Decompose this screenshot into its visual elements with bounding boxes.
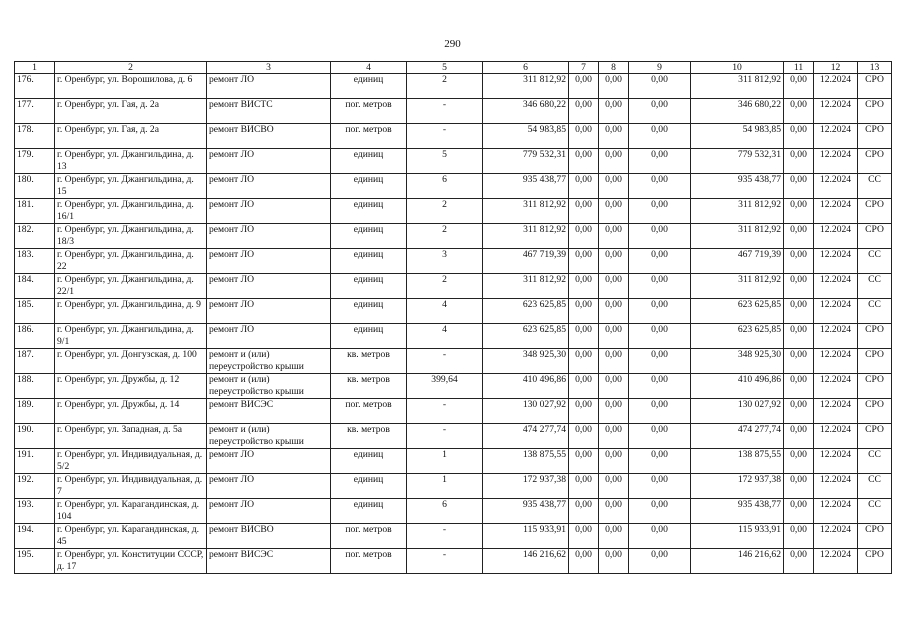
table-cell: 311 812,92 bbox=[483, 224, 569, 249]
table-cell: 0,00 bbox=[599, 224, 629, 249]
table-cell: ремонт ВИСЭС bbox=[207, 399, 331, 424]
table-cell: 0,00 bbox=[599, 74, 629, 99]
table-cell: г. Оренбург, ул. Индивидуальная, д. 7 bbox=[55, 474, 207, 499]
column-header: 11 bbox=[784, 62, 814, 74]
column-number-row bbox=[15, 62, 892, 74]
table-row bbox=[15, 99, 892, 124]
table-cell: - bbox=[407, 399, 483, 424]
table-cell: ремонт ЛО bbox=[207, 74, 331, 99]
table-cell: 623 625,85 bbox=[691, 299, 784, 324]
table-cell: кв. метров bbox=[331, 424, 407, 449]
table-cell: 0,00 bbox=[599, 424, 629, 449]
table-cell: пог. метров bbox=[331, 549, 407, 574]
table-cell: г. Оренбург, ул. Донгузская, д. 100 bbox=[55, 349, 207, 374]
table-row bbox=[15, 349, 892, 374]
table-cell: ремонт и (или) переустройство крыши bbox=[207, 424, 331, 449]
table-cell: 54 983,85 bbox=[483, 124, 569, 149]
column-header: 1 bbox=[15, 62, 55, 74]
table-cell: 182. bbox=[15, 224, 55, 249]
table-cell: 311 812,92 bbox=[483, 74, 569, 99]
table-cell: 0,00 bbox=[784, 224, 814, 249]
table-cell: 0,00 bbox=[569, 99, 599, 124]
table-cell: 12.2024 bbox=[814, 524, 858, 549]
table-cell: 311 812,92 bbox=[483, 199, 569, 224]
table-cell: СС bbox=[858, 499, 892, 524]
table-cell: единиц bbox=[331, 224, 407, 249]
table-cell: 467 719,39 bbox=[483, 249, 569, 274]
table-cell: 0,00 bbox=[599, 474, 629, 499]
column-header: 6 bbox=[483, 62, 569, 74]
table-cell: СРО bbox=[858, 349, 892, 374]
table-cell: 0,00 bbox=[784, 349, 814, 374]
table-cell: 12.2024 bbox=[814, 224, 858, 249]
table-cell: 1 bbox=[407, 474, 483, 499]
table-cell: 0,00 bbox=[569, 399, 599, 424]
table-cell: 193. bbox=[15, 499, 55, 524]
table-cell: 12.2024 bbox=[814, 499, 858, 524]
table-cell: ремонт ЛО bbox=[207, 474, 331, 499]
table-cell: 0,00 bbox=[599, 99, 629, 124]
table-cell: СРО bbox=[858, 124, 892, 149]
table-row bbox=[15, 299, 892, 324]
table-cell: 0,00 bbox=[569, 524, 599, 549]
table-row bbox=[15, 324, 892, 349]
table-cell: 0,00 bbox=[569, 424, 599, 449]
table-row bbox=[15, 74, 892, 99]
table-cell: единиц bbox=[331, 74, 407, 99]
table-cell: 177. bbox=[15, 99, 55, 124]
column-header: 9 bbox=[629, 62, 691, 74]
table-cell: СС bbox=[858, 274, 892, 299]
table-cell: 935 438,77 bbox=[691, 174, 784, 199]
table-cell: 0,00 bbox=[569, 174, 599, 199]
table-cell: г. Оренбург, ул. Джангильдина, д. 22 bbox=[55, 249, 207, 274]
table-cell: ремонт ЛО bbox=[207, 174, 331, 199]
table-cell: ремонт ЛО bbox=[207, 149, 331, 174]
table-cell: кв. метров bbox=[331, 349, 407, 374]
table-cell: г. Оренбург, ул. Гая, д. 2а bbox=[55, 124, 207, 149]
table-row bbox=[15, 274, 892, 299]
table-cell: - bbox=[407, 524, 483, 549]
page-number: 290 bbox=[444, 38, 461, 50]
table-cell: 183. bbox=[15, 249, 55, 274]
table-cell: 0,00 bbox=[569, 249, 599, 274]
table-cell: СС bbox=[858, 474, 892, 499]
table-cell: СРО bbox=[858, 524, 892, 549]
table-cell: 12.2024 bbox=[814, 274, 858, 299]
table-cell: 185. bbox=[15, 299, 55, 324]
table-cell: 0,00 bbox=[784, 399, 814, 424]
table-cell: 0,00 bbox=[629, 499, 691, 524]
table-cell: 190. bbox=[15, 424, 55, 449]
table-cell: 0,00 bbox=[599, 249, 629, 274]
table-cell: 0,00 bbox=[629, 374, 691, 399]
table-cell: 12.2024 bbox=[814, 99, 858, 124]
table-cell: единиц bbox=[331, 474, 407, 499]
table-cell: ремонт и (или) переустройство крыши bbox=[207, 349, 331, 374]
table-cell: 0,00 bbox=[784, 474, 814, 499]
table-cell: СРО bbox=[858, 399, 892, 424]
table-cell: 0,00 bbox=[629, 424, 691, 449]
table-cell: 0,00 bbox=[784, 174, 814, 199]
column-header: 5 bbox=[407, 62, 483, 74]
table-cell: ремонт ВИСВО bbox=[207, 124, 331, 149]
table-cell: 176. bbox=[15, 74, 55, 99]
table-cell: 12.2024 bbox=[814, 199, 858, 224]
table-cell: 189. bbox=[15, 399, 55, 424]
table-cell: 0,00 bbox=[569, 224, 599, 249]
table-cell: 2 bbox=[407, 274, 483, 299]
table-cell: 192. bbox=[15, 474, 55, 499]
table-cell: 0,00 bbox=[569, 274, 599, 299]
table-cell: 138 875,55 bbox=[691, 449, 784, 474]
table-cell: 0,00 bbox=[569, 124, 599, 149]
table-cell: единиц bbox=[331, 274, 407, 299]
table-cell: 0,00 bbox=[629, 99, 691, 124]
table-cell: 0,00 bbox=[569, 449, 599, 474]
table-cell: 0,00 bbox=[569, 499, 599, 524]
table-cell: г. Оренбург, ул. Гая, д. 2а bbox=[55, 99, 207, 124]
table-cell: 12.2024 bbox=[814, 324, 858, 349]
table-row bbox=[15, 474, 892, 499]
table-cell: 0,00 bbox=[784, 274, 814, 299]
table-cell: ремонт ЛО bbox=[207, 499, 331, 524]
table-cell: 0,00 bbox=[599, 374, 629, 399]
table-cell: 623 625,85 bbox=[483, 324, 569, 349]
table-cell: 0,00 bbox=[569, 349, 599, 374]
table-cell: 0,00 bbox=[784, 149, 814, 174]
table-cell: пог. метров bbox=[331, 99, 407, 124]
table-cell: 0,00 bbox=[629, 549, 691, 574]
table-cell: единиц bbox=[331, 324, 407, 349]
table-row bbox=[15, 149, 892, 174]
table-row bbox=[15, 524, 892, 549]
table-cell: 12.2024 bbox=[814, 149, 858, 174]
table-cell: 0,00 bbox=[784, 549, 814, 574]
table-cell: - bbox=[407, 549, 483, 574]
table-cell: СРО bbox=[858, 424, 892, 449]
table-cell: 12.2024 bbox=[814, 399, 858, 424]
table-cell: 130 027,92 bbox=[483, 399, 569, 424]
table-cell: 0,00 bbox=[569, 474, 599, 499]
table-cell: 311 812,92 bbox=[691, 199, 784, 224]
table-row bbox=[15, 199, 892, 224]
table-cell: 0,00 bbox=[569, 299, 599, 324]
table-cell: 346 680,22 bbox=[483, 99, 569, 124]
table-cell: 2 bbox=[407, 224, 483, 249]
table-cell: СС bbox=[858, 449, 892, 474]
table-cell: 12.2024 bbox=[814, 174, 858, 199]
table-cell: 0,00 bbox=[629, 399, 691, 424]
table-cell: 0,00 bbox=[629, 274, 691, 299]
column-header: 2 bbox=[55, 62, 207, 74]
table-cell: 2 bbox=[407, 74, 483, 99]
table-cell: 115 933,91 bbox=[483, 524, 569, 549]
table-cell: СС bbox=[858, 174, 892, 199]
table-cell: 0,00 bbox=[599, 199, 629, 224]
table-cell: 0,00 bbox=[629, 474, 691, 499]
table-row bbox=[15, 549, 892, 574]
table-cell: 1 bbox=[407, 449, 483, 474]
table-cell: 0,00 bbox=[599, 349, 629, 374]
table-cell: 12.2024 bbox=[814, 349, 858, 374]
table-cell: 146 216,62 bbox=[483, 549, 569, 574]
table-cell: 3 bbox=[407, 249, 483, 274]
column-header: 10 bbox=[691, 62, 784, 74]
table-cell: 779 532,31 bbox=[691, 149, 784, 174]
table-cell: СРО bbox=[858, 199, 892, 224]
table-cell: единиц bbox=[331, 299, 407, 324]
table-cell: 130 027,92 bbox=[691, 399, 784, 424]
table-cell: 0,00 bbox=[569, 149, 599, 174]
table-cell: г. Оренбург, ул. Ворошилова, д. 6 bbox=[55, 74, 207, 99]
table-cell: 348 925,30 bbox=[483, 349, 569, 374]
table-cell: СРО bbox=[858, 374, 892, 399]
table-cell: 346 680,22 bbox=[691, 99, 784, 124]
table-cell: - bbox=[407, 99, 483, 124]
table-cell: 0,00 bbox=[629, 74, 691, 99]
table-cell: г. Оренбург, ул. Западная, д. 5а bbox=[55, 424, 207, 449]
table-cell: 187. bbox=[15, 349, 55, 374]
column-header: 4 bbox=[331, 62, 407, 74]
table-cell: пог. метров bbox=[331, 399, 407, 424]
table-cell: 0,00 bbox=[784, 374, 814, 399]
table-cell: ремонт ЛО bbox=[207, 324, 331, 349]
table-cell: 0,00 bbox=[784, 199, 814, 224]
table-cell: 779 532,31 bbox=[483, 149, 569, 174]
table-cell: г. Оренбург, ул. Дружбы, д. 12 bbox=[55, 374, 207, 399]
table-cell: г. Оренбург, ул. Индивидуальная, д. 5/2 bbox=[55, 449, 207, 474]
table-cell: 0,00 bbox=[629, 349, 691, 374]
table-cell: 184. bbox=[15, 274, 55, 299]
table-cell: 0,00 bbox=[599, 299, 629, 324]
table-cell: 410 496,86 bbox=[483, 374, 569, 399]
table-cell: 0,00 bbox=[629, 524, 691, 549]
table-cell: ремонт ЛО bbox=[207, 449, 331, 474]
table-cell: 311 812,92 bbox=[483, 274, 569, 299]
table-cell: 467 719,39 bbox=[691, 249, 784, 274]
table-cell: г. Оренбург, ул. Карагандинская, д. 104 bbox=[55, 499, 207, 524]
table-cell: СРО bbox=[858, 74, 892, 99]
table-cell: 0,00 bbox=[569, 324, 599, 349]
table-cell: 0,00 bbox=[599, 549, 629, 574]
table-cell: 0,00 bbox=[784, 249, 814, 274]
column-header: 3 bbox=[207, 62, 331, 74]
repair-table bbox=[14, 61, 892, 574]
table-cell: 0,00 bbox=[629, 174, 691, 199]
table-cell: 623 625,85 bbox=[691, 324, 784, 349]
table-cell: СС bbox=[858, 249, 892, 274]
table-cell: 12.2024 bbox=[814, 74, 858, 99]
table-cell: пог. метров bbox=[331, 524, 407, 549]
table-cell: ремонт ВИСВО bbox=[207, 524, 331, 549]
table-cell: 0,00 bbox=[599, 174, 629, 199]
table-cell: 191. bbox=[15, 449, 55, 474]
table-cell: 0,00 bbox=[784, 74, 814, 99]
table-body bbox=[15, 74, 892, 574]
table-cell: 311 812,92 bbox=[691, 274, 784, 299]
table-cell: 0,00 bbox=[784, 124, 814, 149]
table-cell: г. Оренбург, ул. Джангильдина, д. 18/3 bbox=[55, 224, 207, 249]
table-cell: ремонт и (или) переустройство крыши bbox=[207, 374, 331, 399]
table-cell: 186. bbox=[15, 324, 55, 349]
table-cell: 181. bbox=[15, 199, 55, 224]
table-row bbox=[15, 124, 892, 149]
table-cell: 0,00 bbox=[569, 199, 599, 224]
table-row bbox=[15, 399, 892, 424]
table-cell: 6 bbox=[407, 174, 483, 199]
table-cell: г. Оренбург, ул. Джангильдина, д. 15 bbox=[55, 174, 207, 199]
table-cell: СРО bbox=[858, 99, 892, 124]
table-cell: - bbox=[407, 349, 483, 374]
table-cell: 0,00 bbox=[569, 374, 599, 399]
table-cell: 0,00 bbox=[784, 99, 814, 124]
column-header: 8 bbox=[599, 62, 629, 74]
table-cell: 188. bbox=[15, 374, 55, 399]
table-cell: 12.2024 bbox=[814, 449, 858, 474]
table-cell: 5 bbox=[407, 149, 483, 174]
table-cell: ремонт ЛО bbox=[207, 224, 331, 249]
table-cell: 138 875,55 bbox=[483, 449, 569, 474]
table-cell: 0,00 bbox=[629, 199, 691, 224]
table-cell: 935 438,77 bbox=[691, 499, 784, 524]
column-header: 7 bbox=[569, 62, 599, 74]
table-cell: 172 937,38 bbox=[483, 474, 569, 499]
table-cell: г. Оренбург, ул. Джангильдина, д. 16/1 bbox=[55, 199, 207, 224]
table-cell: 0,00 bbox=[599, 274, 629, 299]
table-cell: единиц bbox=[331, 499, 407, 524]
table-cell: СРО bbox=[858, 149, 892, 174]
table-cell: - bbox=[407, 124, 483, 149]
table-cell: г. Оренбург, ул. Джангильдина, д. 9 bbox=[55, 299, 207, 324]
table-cell: 0,00 bbox=[784, 424, 814, 449]
table-cell: 178. bbox=[15, 124, 55, 149]
table-cell: ремонт ЛО bbox=[207, 299, 331, 324]
table-cell: 0,00 bbox=[629, 324, 691, 349]
table-cell: единиц bbox=[331, 249, 407, 274]
table-cell: 115 933,91 bbox=[691, 524, 784, 549]
table-cell: 12.2024 bbox=[814, 474, 858, 499]
table-cell: 0,00 bbox=[599, 149, 629, 174]
column-header: 12 bbox=[814, 62, 858, 74]
table-cell: 410 496,86 bbox=[691, 374, 784, 399]
table-cell: г. Оренбург, ул. Джангильдина, д. 22/1 bbox=[55, 274, 207, 299]
table-cell: 6 bbox=[407, 499, 483, 524]
table-cell: 54 983,85 bbox=[691, 124, 784, 149]
table-cell: 0,00 bbox=[599, 399, 629, 424]
table-cell: 399,64 bbox=[407, 374, 483, 399]
table-cell: 172 937,38 bbox=[691, 474, 784, 499]
table-cell: ремонт ВИСТС bbox=[207, 99, 331, 124]
table-cell: 180. bbox=[15, 174, 55, 199]
table-cell: ремонт ЛО bbox=[207, 249, 331, 274]
table-cell: единиц bbox=[331, 449, 407, 474]
table-cell: 2 bbox=[407, 199, 483, 224]
table-cell: единиц bbox=[331, 174, 407, 199]
table-cell: СРО bbox=[858, 224, 892, 249]
table-cell: кв. метров bbox=[331, 374, 407, 399]
table-cell: 474 277,74 bbox=[483, 424, 569, 449]
table-cell: 0,00 bbox=[784, 524, 814, 549]
table-cell: 0,00 bbox=[599, 124, 629, 149]
table-row bbox=[15, 174, 892, 199]
table-cell: 935 438,77 bbox=[483, 499, 569, 524]
table-cell: ремонт ЛО bbox=[207, 199, 331, 224]
column-header: 13 bbox=[858, 62, 892, 74]
table-cell: 0,00 bbox=[599, 499, 629, 524]
table-cell: 12.2024 bbox=[814, 249, 858, 274]
table-cell: 311 812,92 bbox=[691, 224, 784, 249]
table-cell: 0,00 bbox=[599, 449, 629, 474]
table-cell: 146 216,62 bbox=[691, 549, 784, 574]
table-cell: 12.2024 bbox=[814, 374, 858, 399]
table-cell: г. Оренбург, ул. Дружбы, д. 14 bbox=[55, 399, 207, 424]
table-cell: г. Оренбург, ул. Карагандинская, д. 45 bbox=[55, 524, 207, 549]
table-cell: 0,00 bbox=[784, 324, 814, 349]
table-cell: 179. bbox=[15, 149, 55, 174]
table-cell: 0,00 bbox=[784, 449, 814, 474]
table-cell: 311 812,92 bbox=[691, 74, 784, 99]
table-cell: г. Оренбург, ул. Конституции СССР, д. 17 bbox=[55, 549, 207, 574]
table-cell: 12.2024 bbox=[814, 124, 858, 149]
table-cell: 0,00 bbox=[629, 249, 691, 274]
table-cell: г. Оренбург, ул. Джангильдина, д. 13 bbox=[55, 149, 207, 174]
table-cell: 0,00 bbox=[569, 74, 599, 99]
table-cell: ремонт ВИСЭС bbox=[207, 549, 331, 574]
table-cell: СРО bbox=[858, 324, 892, 349]
table-cell: 4 bbox=[407, 299, 483, 324]
table-row bbox=[15, 249, 892, 274]
table-cell: единиц bbox=[331, 149, 407, 174]
table-cell: 474 277,74 bbox=[691, 424, 784, 449]
table-cell: 0,00 bbox=[569, 549, 599, 574]
table-cell: г. Оренбург, ул. Джангильдина, д. 9/1 bbox=[55, 324, 207, 349]
table-cell: 12.2024 bbox=[814, 299, 858, 324]
table-cell: 12.2024 bbox=[814, 549, 858, 574]
table-cell: ремонт ЛО bbox=[207, 274, 331, 299]
table-cell: 0,00 bbox=[784, 299, 814, 324]
table-cell: 194. bbox=[15, 524, 55, 549]
table-cell: 0,00 bbox=[629, 224, 691, 249]
table-cell: 0,00 bbox=[629, 299, 691, 324]
table-cell: 12.2024 bbox=[814, 424, 858, 449]
table-cell: 0,00 bbox=[629, 449, 691, 474]
table-cell: единиц bbox=[331, 199, 407, 224]
table-cell: 348 925,30 bbox=[691, 349, 784, 374]
table-row bbox=[15, 449, 892, 474]
table-cell: - bbox=[407, 424, 483, 449]
table-row bbox=[15, 224, 892, 249]
table-cell: 0,00 bbox=[784, 499, 814, 524]
table-cell: 0,00 bbox=[599, 524, 629, 549]
table-cell: 0,00 bbox=[599, 324, 629, 349]
table-cell: 0,00 bbox=[629, 124, 691, 149]
table-row bbox=[15, 374, 892, 399]
table-cell: 4 bbox=[407, 324, 483, 349]
table-cell: пог. метров bbox=[331, 124, 407, 149]
table-row bbox=[15, 499, 892, 524]
table-cell: 935 438,77 bbox=[483, 174, 569, 199]
table-cell: СС bbox=[858, 299, 892, 324]
table-cell: 195. bbox=[15, 549, 55, 574]
table-cell: 623 625,85 bbox=[483, 299, 569, 324]
table-cell: 0,00 bbox=[629, 149, 691, 174]
table-row bbox=[15, 424, 892, 449]
table-cell: СРО bbox=[858, 549, 892, 574]
